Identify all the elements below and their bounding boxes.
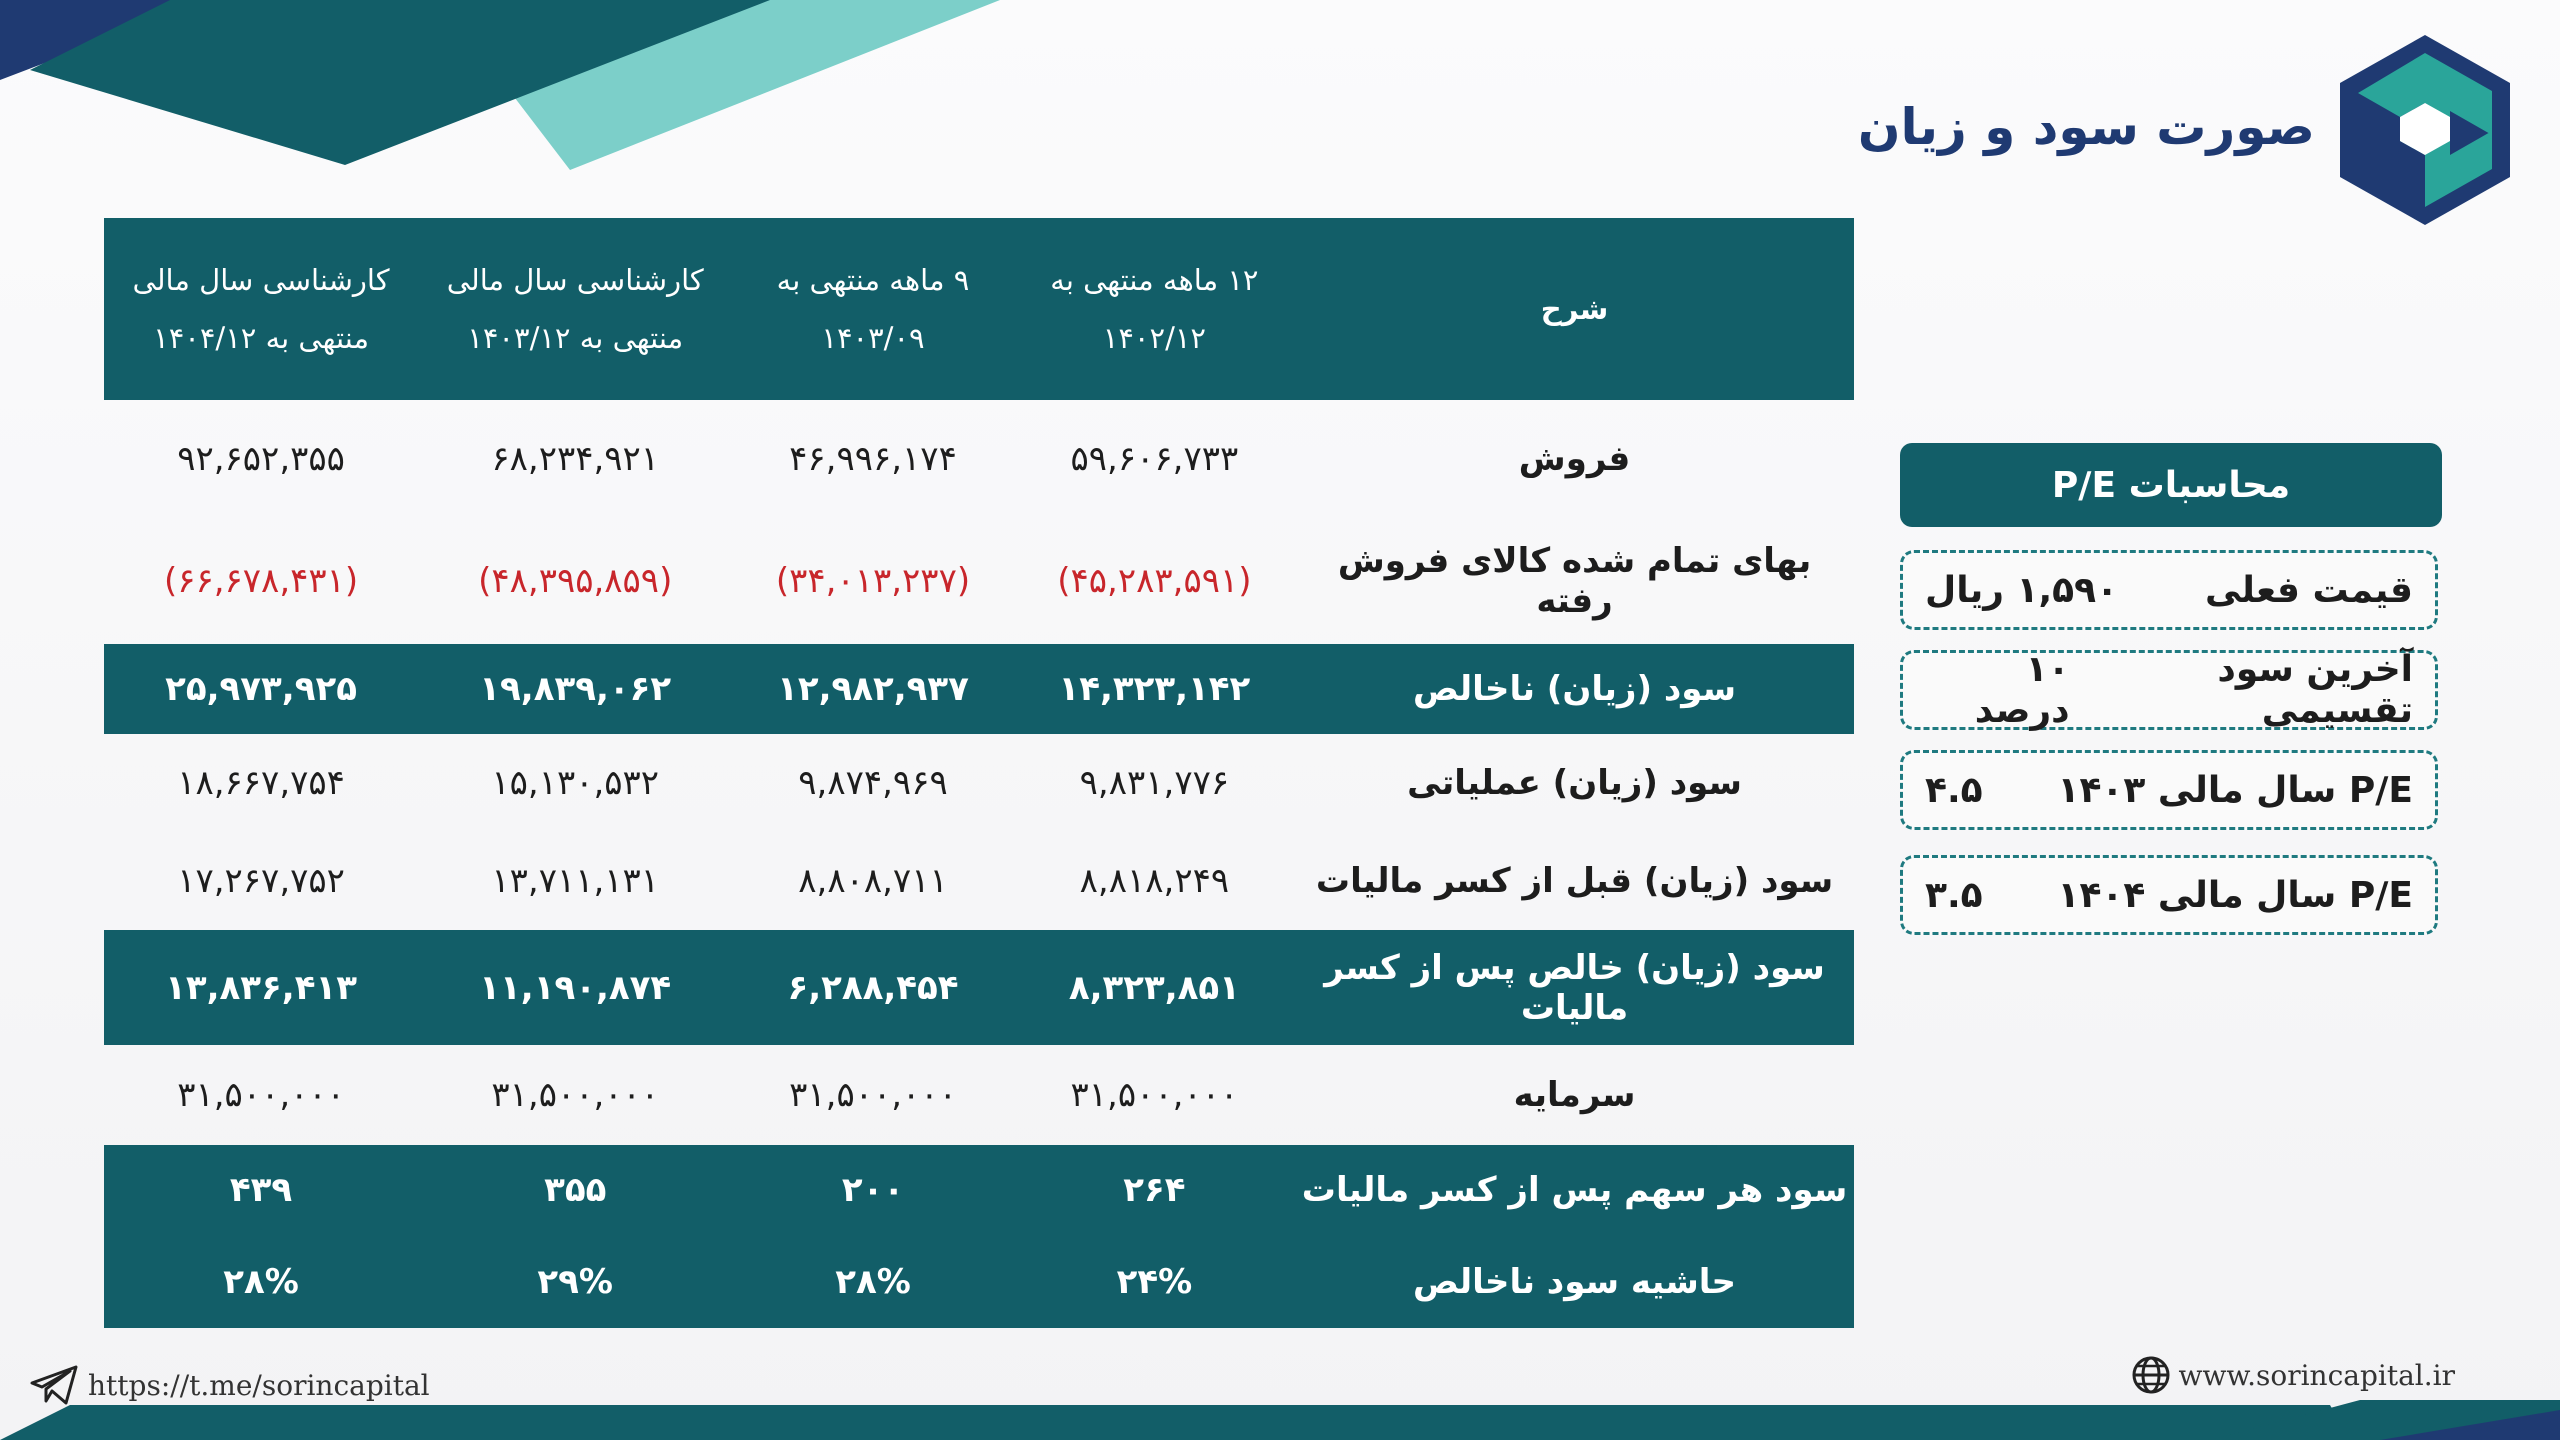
table-cell: ۹,۸۳۱,۷۷۶ (1079, 763, 1230, 803)
table-cell: (۶۶,۶۷۸,۴۳۱) (163, 561, 359, 601)
row-label: فروش (1518, 439, 1631, 479)
table-cell: ۳۱,۵۰۰,۰۰۰ (789, 1075, 957, 1115)
pe-item-label: P/E سال مالی ۱۴۰۴ (2057, 874, 2413, 916)
table-cell: ۱۷,۲۶۷,۷۵۲ (177, 861, 345, 901)
row-label: سود هر سهم پس از کسر مالیات (1301, 1170, 1848, 1210)
row-label: حاشیه سود ناخالص (1413, 1261, 1737, 1302)
telegram-link[interactable] (30, 1365, 430, 1405)
table-cell: ۸,۳۲۳,۸۵۱ (1068, 967, 1240, 1008)
table-cell: ۵۹,۶۰۶,۷۳۳ (1070, 439, 1239, 479)
table-row (104, 400, 1854, 518)
website-link[interactable] (2131, 1355, 2455, 1395)
sorin-logo (2340, 35, 2510, 225)
table-cell: ۱۵,۱۳۰,۵۳۲ (491, 763, 660, 803)
table-row (104, 1235, 1854, 1328)
website-url[interactable]: www.sorincapital.ir (2178, 1358, 2455, 1392)
row-label: سود (زیان) عملیاتی (1407, 763, 1742, 803)
table-row (104, 1145, 1854, 1235)
income-statement-table (104, 218, 1854, 1328)
table-row (104, 1045, 1854, 1145)
table-cell: ۹,۸۷۴,۹۶۹ (798, 763, 948, 803)
table-cell: ۶,۲۸۸,۴۵۴ (787, 967, 959, 1008)
ratio-group (104, 1145, 1854, 1328)
table-cell: ۱۳,۷۱۱,۱۳۱ (491, 861, 660, 901)
table-row (104, 930, 1854, 1045)
table-row (104, 832, 1854, 930)
table-cell: ۶۸,۲۳۴,۹۲۱ (491, 439, 660, 479)
pe-item-1403 (1900, 750, 2438, 830)
header-cell: کارشناسی سال مالی منتهی به ۱۴۰۳/۱۲ (446, 263, 704, 355)
row-label: سود (زیان) خالص پس از کسر مالیات (1324, 947, 1825, 1028)
pe-panel-title: محاسبات P/E (1900, 443, 2442, 527)
row-label: سود (زیان) قبل از کسر مالیات (1315, 861, 1834, 901)
table-cell: ۳۵۵ (544, 1170, 607, 1210)
pe-item-value: ۱,۵۹۰ ریال (1925, 569, 2119, 611)
table-row (104, 518, 1854, 644)
row-label: سرمایه (1513, 1075, 1636, 1115)
pe-item-1404 (1900, 855, 2438, 935)
table-cell: ۲۴% (1116, 1261, 1193, 1302)
header-decoration (0, 0, 1000, 180)
row-label: سود (زیان) ناخالص (1413, 669, 1737, 709)
table-cell: ۸,۸۰۸,۷۱۱ (798, 861, 948, 901)
telegram-url[interactable]: https://t.me/sorincapital (88, 1368, 430, 1402)
pe-item-label: آخرین سود تقسیمی (2217, 649, 2413, 731)
header-cell: شرح (1540, 292, 1609, 326)
globe-icon (2131, 1355, 2171, 1395)
header-cell: ۹ ماهه منتهی به ۱۴۰۳/۰۹ (776, 263, 970, 355)
table-cell: ۲۹% (537, 1261, 613, 1302)
header-cell: ۱۲ ماهه منتهی به ۱۴۰۲/۱۲ (1050, 263, 1259, 355)
pe-item-label: P/E سال مالی ۱۴۰۳ (2057, 769, 2413, 811)
table-cell: ۱۸,۶۶۷,۷۵۴ (177, 763, 345, 803)
table-cell: (۴۵,۲۸۳,۵۹۱) (1057, 561, 1252, 601)
table-row (104, 644, 1854, 734)
pe-item-value: ۴.۵ (1925, 769, 1983, 811)
table-row (104, 734, 1854, 832)
table-cell: ۹۲,۶۵۲,۳۵۵ (177, 439, 345, 479)
table-cell: ۱۱,۱۹۰,۸۷۴ (479, 967, 672, 1008)
table-cell: ۱۳,۸۳۶,۴۱۳ (165, 967, 357, 1008)
table-cell: ۴۶,۹۹۶,۱۷۴ (789, 439, 957, 479)
pe-item-label: قیمت فعلی (2204, 569, 2413, 611)
paper-plane-icon (30, 1365, 78, 1405)
footer-decoration (0, 1400, 2560, 1440)
page-title: صورت سود و زیان (1857, 98, 2315, 156)
table-cell: ۲۸% (223, 1261, 299, 1302)
table-cell: ۸,۸۱۸,۲۴۹ (1079, 861, 1230, 901)
table-cell: (۳۴,۰۱۳,۲۳۷) (775, 561, 971, 601)
table-cell: ۲۰۰ (841, 1170, 905, 1210)
table-cell: ۲۸% (835, 1261, 911, 1302)
pe-item-dividend (1900, 650, 2438, 730)
table-header (104, 218, 1854, 400)
table-cell: ۱۴,۳۲۳,۱۴۲ (1058, 669, 1251, 709)
pe-item-value: ۳.۵ (1925, 874, 1983, 916)
table-cell: ۳۱,۵۰۰,۰۰۰ (177, 1075, 345, 1115)
table-cell: ۳۱,۵۰۰,۰۰۰ (1070, 1075, 1239, 1115)
table-cell: ۱۹,۸۳۹,۰۶۲ (479, 669, 672, 709)
table-cell: ۳۱,۵۰۰,۰۰۰ (491, 1075, 660, 1115)
table-cell: (۴۸,۳۹۵,۸۵۹) (478, 561, 673, 601)
table-cell: ۴۳۹ (229, 1170, 293, 1210)
pe-item-value: ۱۰ درصد (1974, 649, 2070, 731)
row-label: بهای تمام شده کالای فروش رفته (1337, 541, 1812, 621)
table-cell: ۱۲,۹۸۲,۹۳۷ (777, 669, 969, 709)
table-cell: ۲۶۴ (1123, 1170, 1186, 1210)
pe-item-current-price (1900, 550, 2438, 630)
header-cell: کارشناسی سال مالی منتهی به ۱۴۰۴/۱۲ (132, 263, 390, 355)
table-cell: ۲۵,۹۷۳,۹۲۵ (165, 669, 357, 709)
